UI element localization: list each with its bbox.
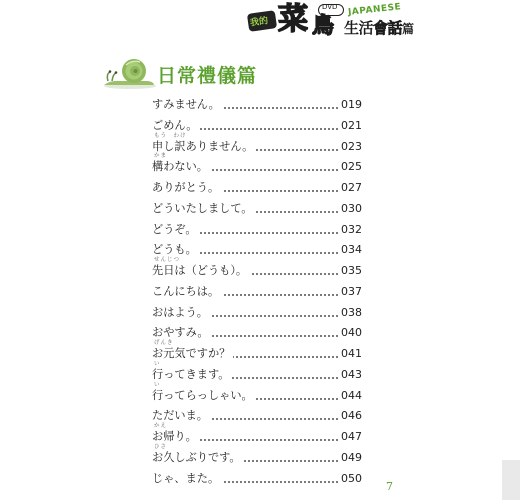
logo-title-second: 鳥 [312, 14, 335, 39]
toc-entry-phrase: どうぞ。 [152, 222, 200, 237]
toc-entry-phrase: ありがとう。 [152, 180, 222, 195]
toc-entry-page: 021 [338, 118, 362, 133]
toc-entry-phrase: お元気ですか？ [152, 346, 233, 361]
toc-entry-page: 043 [338, 367, 362, 382]
toc-entry-phrase: こんにちは。 [152, 284, 222, 299]
toc-entry-page: 030 [338, 201, 362, 216]
toc-entry[interactable] [152, 175, 362, 196]
toc-entry-phrase: すみません。 [152, 97, 223, 112]
toc-entry-page: 032 [338, 222, 362, 237]
toc-entry[interactable] [152, 300, 362, 321]
toc-entry[interactable] [152, 320, 362, 341]
toc-entry[interactable] [152, 196, 362, 217]
toc-entry[interactable] [152, 362, 362, 383]
toc-entry-page: 019 [338, 97, 362, 112]
logo-subtitle-part1: 生活 [344, 19, 374, 37]
toc-entry-phrase: じゃ、また。 [152, 471, 222, 486]
toc-entry[interactable] [152, 92, 362, 113]
toc-entry[interactable] [152, 383, 362, 404]
logo-english: JAPANESE [347, 2, 402, 18]
toc-entry-furigana: せんじつ [154, 257, 181, 263]
page-number: 7 [386, 480, 393, 493]
toc-entry-phrase: ただいま。 [152, 408, 211, 423]
toc-entry-phrase: どうも。 [152, 242, 200, 257]
toc-entry-page: 035 [338, 263, 362, 278]
toc-entry-furigana: かま [154, 153, 168, 160]
toc-entry[interactable] [152, 279, 362, 300]
toc-entry-phrase: ごめん。 [152, 118, 200, 133]
toc-entry-page: 037 [338, 284, 362, 299]
logo-subtitle [344, 18, 414, 39]
toc-entry[interactable] [152, 237, 362, 258]
toc-entry-page: 050 [338, 471, 362, 486]
toc-list [152, 92, 362, 486]
toc-entry[interactable] [152, 258, 362, 279]
toc-entry[interactable] [152, 113, 362, 134]
logo-subtitle-part2: 篇 [402, 22, 414, 36]
toc-entry-page: 027 [338, 180, 362, 195]
toc-entry-furigana: げんき [154, 340, 174, 346]
toc-entry-page: 041 [338, 346, 362, 361]
toc-entry[interactable] [152, 403, 362, 424]
toc-entry[interactable] [152, 341, 362, 362]
toc-entry-phrase: おはよう。 [152, 305, 211, 320]
toc-entry-page: 049 [338, 450, 362, 465]
toc-entry[interactable] [152, 217, 362, 238]
toc-entry-page: 047 [338, 429, 362, 444]
logo-badge [247, 10, 277, 32]
toc-entry-phrase: お帰り。 [152, 429, 200, 444]
toc-entry-phrase: お久しぶりです。 [152, 450, 244, 465]
logo-title-main: 菜 [278, 2, 308, 37]
toc-entry-page: 040 [338, 325, 362, 340]
toc-entry-page: 025 [338, 159, 362, 174]
logo-subtitle-accent: 會話 [373, 19, 403, 37]
toc-entry-furigana: い [154, 360, 161, 367]
toc-entry-page: 046 [338, 408, 362, 423]
toc-entry-page: 044 [338, 388, 362, 403]
toc-entry[interactable] [152, 424, 362, 445]
toc-entry[interactable] [152, 154, 362, 175]
toc-entry-furigana: かえ [154, 423, 168, 429]
toc-entry-page: 023 [338, 139, 362, 154]
toc-entry-furigana: ひさ [154, 443, 168, 450]
page-corner [502, 460, 520, 500]
toc-entry-phrase: 先日は（どうも）。 [152, 263, 250, 278]
toc-entry-page: 038 [338, 305, 362, 320]
toc-entry-phrase: 行ってらっしゃい。 [152, 388, 256, 403]
toc-entry-furigana: い [154, 381, 161, 388]
toc-entry[interactable] [152, 466, 362, 487]
toc-entry-phrase: おやすみ。 [152, 325, 212, 340]
toc-entry[interactable] [152, 134, 362, 155]
toc-entry-phrase: どういたしまして。 [152, 201, 255, 216]
toc-entry-phrase: 申し訳ありません。 [152, 139, 256, 154]
logo-bubble-text: DVD [322, 3, 338, 11]
section-title: 日常禮儀篇 [157, 65, 258, 87]
toc-entry[interactable] [152, 445, 362, 466]
toc-entry-furigana: もう わけ [154, 132, 187, 139]
toc-entry-phrase: 行ってきます。 [152, 367, 232, 382]
logo-badge-text: 我的 [249, 16, 269, 29]
toc-entry-phrase: 構わない。 [152, 159, 211, 174]
snail-icon [100, 56, 156, 90]
series-logo [248, 2, 448, 44]
toc-entry-page: 034 [338, 242, 362, 257]
